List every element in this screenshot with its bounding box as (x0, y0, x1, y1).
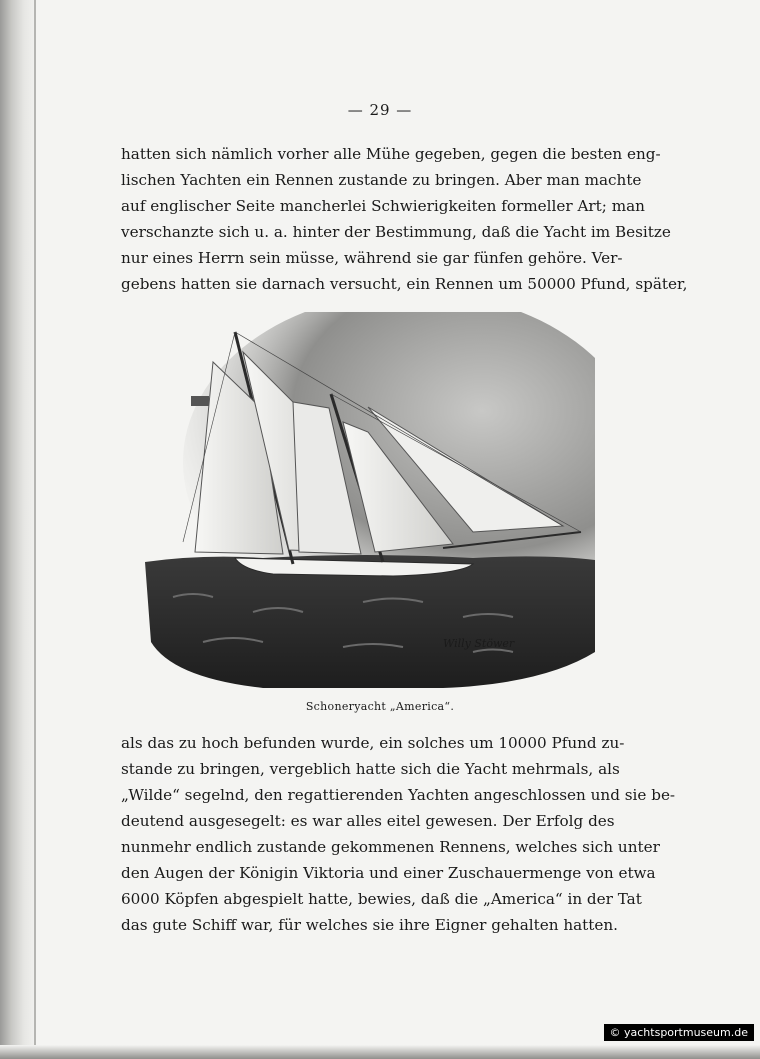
schooner-illustration (143, 312, 595, 690)
artist-signature: Willy Stöwer (443, 637, 515, 650)
page-bottom-shadow (0, 1045, 760, 1059)
page-gutter-edge (34, 0, 36, 1059)
page-number: — 29 — (347, 101, 413, 119)
copyright-watermark: © yachtsportmuseum.de (604, 1024, 754, 1041)
text-line: den Augen der Königin Viktoria und einer Zuschauermenge von etwa (121, 864, 656, 882)
text-line: deutend ausgesegelt: es war alles eitel gewesen. Der Erfolg des (121, 812, 615, 830)
illustration-caption: Schoneryacht „America“. (305, 700, 455, 713)
text-line: das gute Schiff war, für welches sie ihre Eigner gehalten hatten. (121, 916, 618, 934)
text-line: 6000 Köpfen abgespielt hatte, bewies, daß die „America“ in der Tat (121, 890, 642, 908)
text-line: gebens hatten sie darnach versucht, ein Rennen um 50000 Pfund, später, (121, 275, 688, 293)
book-binding-shadow (0, 0, 34, 1059)
text-line: hatten sich nämlich vorher alle Mühe gegeben, gegen die besten eng- (121, 145, 661, 163)
text-line: stande zu bringen, vergeblich hatte sich die Yacht mehrmals, als (121, 760, 620, 778)
text-line: lischen Yachten ein Rennen zustande zu bringen. Aber man machte (121, 171, 642, 189)
flag (191, 396, 209, 406)
text-line: nunmehr endlich zustande gekommenen Rennens, welches sich unter (121, 838, 660, 856)
text-line: verschanzte sich u. a. hinter der Bestimmung, daß die Yacht im Besitze (121, 223, 671, 241)
paragraph-top (121, 141, 688, 297)
text-line: „Wilde“ segelnd, den regattierenden Yachten angeschlossen und sie be- (121, 786, 676, 804)
paragraph-bottom (121, 730, 676, 938)
text-line: nur eines Herrn sein müsse, während sie gar fünfen gehöre. Ver- (121, 249, 623, 267)
text-line: auf englischer Seite mancherlei Schwierigkeiten formeller Art; man (121, 197, 645, 215)
text-line: als das zu hoch befunden wurde, ein solches um 10000 Pfund zu- (121, 734, 625, 752)
